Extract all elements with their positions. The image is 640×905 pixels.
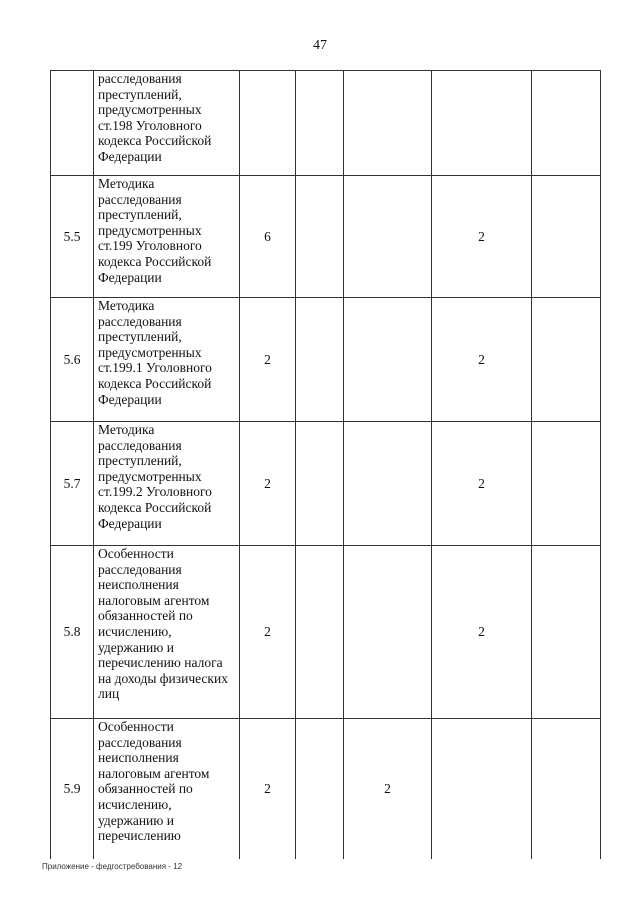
table-row xyxy=(51,719,601,859)
cell-col3 xyxy=(344,71,432,176)
cell-col5 xyxy=(532,71,601,176)
table-row xyxy=(51,422,601,546)
table-row xyxy=(51,176,601,298)
cell-col3 xyxy=(344,422,432,546)
row-number: 5.5 xyxy=(51,176,94,298)
cell-col2 xyxy=(296,546,344,719)
cell-col1: 2 xyxy=(240,298,296,422)
row-number: 5.7 xyxy=(51,422,94,546)
page-number: 47 xyxy=(313,38,327,53)
row-number: 5.6 xyxy=(51,298,94,422)
cell-col2 xyxy=(296,71,344,176)
table-row xyxy=(51,546,601,719)
cell-col3 xyxy=(344,176,432,298)
cell-col5 xyxy=(532,176,601,298)
cell-col5 xyxy=(532,546,601,719)
cell-col2 xyxy=(296,176,344,298)
cell-col1: 6 xyxy=(240,176,296,298)
curriculum-table xyxy=(50,70,601,859)
table-row xyxy=(51,298,601,422)
cell-col1 xyxy=(240,71,296,176)
cell-col2 xyxy=(296,298,344,422)
cell-col1: 2 xyxy=(240,546,296,719)
row-description: Методика расследования преступлений, предусмотренных ст.199.2 Уголовного кодекса Российской Федерации xyxy=(94,422,240,546)
cell-col4 xyxy=(432,71,532,176)
row-number xyxy=(51,71,94,176)
row-description: Особенности расследования неисполнения налоговым агентом обязанностей по исчислению, удержанию и перечислению xyxy=(94,719,240,859)
cell-col4: 2 xyxy=(432,422,532,546)
cell-col3: 2 xyxy=(344,719,432,859)
cell-col4 xyxy=(432,719,532,859)
cell-col5 xyxy=(532,422,601,546)
cell-col5 xyxy=(532,298,601,422)
cell-col4: 2 xyxy=(432,176,532,298)
cell-col4: 2 xyxy=(432,546,532,719)
row-description: Особенности расследования неисполнения налоговым агентом обязанностей по исчислению, удержанию и перечислению налога на доходы физических лиц xyxy=(94,546,240,719)
cell-col1: 2 xyxy=(240,422,296,546)
row-description: Методика расследования преступлений, предусмотренных ст.199 Уголовного кодекса Российской Федерации xyxy=(94,176,240,298)
cell-col1: 2 xyxy=(240,719,296,859)
row-description: расследования преступлений, предусмотренных ст.198 Уголовного кодекса Российской Федерации xyxy=(94,71,240,176)
row-number: 5.9 xyxy=(51,719,94,859)
table-row xyxy=(51,71,601,176)
row-number: 5.8 xyxy=(51,546,94,719)
cell-col3 xyxy=(344,546,432,719)
cell-col2 xyxy=(296,422,344,546)
cell-col2 xyxy=(296,719,344,859)
cell-col5 xyxy=(532,719,601,859)
cell-col4: 2 xyxy=(432,298,532,422)
cell-col3 xyxy=(344,298,432,422)
row-description: Методика расследования преступлений, предусмотренных ст.199.1 Уголовного кодекса Российской Федерации xyxy=(94,298,240,422)
page-footer: Приложение - федгостребования - 12 xyxy=(42,862,183,871)
